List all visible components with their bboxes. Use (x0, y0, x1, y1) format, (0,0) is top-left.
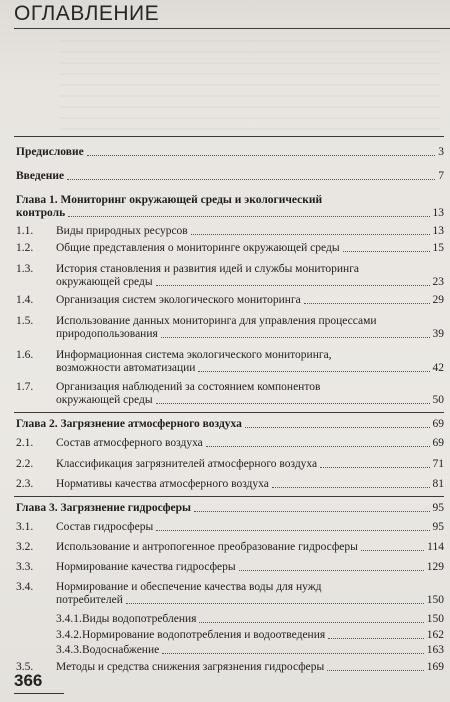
toc-entry-number: 3.4.2. (56, 629, 82, 641)
toc-entry-title-line: окружающей среды (56, 276, 153, 288)
toc-entry (14, 437, 444, 450)
toc-entry-number: 1.6. (16, 349, 34, 361)
toc-entry (14, 170, 444, 183)
toc-entry-number: 1.2. (16, 242, 34, 254)
toc-entry-number: 3.5. (16, 661, 34, 673)
dot-leader (161, 337, 430, 338)
bleed-through-texture (60, 40, 440, 130)
dot-leader (87, 155, 436, 156)
toc-entry-page: 23 (432, 276, 444, 288)
toc-entry-title-line: Водоснабжение (82, 644, 160, 656)
toc-entry-number: 3.3. (16, 561, 34, 573)
toc-entry (14, 661, 444, 674)
toc-entry-title-line: Организация систем экологического мониторинга (56, 294, 301, 306)
toc-entry-title-line: Методы и средства снижения загрязнения гидросферы (56, 661, 325, 673)
toc-entry-title-line: Организация наблюдений за состоянием компонентов (56, 381, 321, 393)
dot-leader (304, 303, 430, 304)
toc-entry (14, 349, 444, 375)
toc-entry (14, 521, 444, 534)
dot-leader (199, 622, 423, 623)
toc-entry (14, 581, 444, 607)
dot-leader (67, 179, 435, 180)
toc-entry-title-line: Виды природных ресурсов (56, 225, 188, 237)
toc-entry-page: 15 (432, 242, 444, 254)
dot-leader (162, 653, 424, 654)
toc-entry-number: 1.4. (16, 294, 34, 306)
toc-entry-title-line: Глава 3. Загрязнение гидросферы (16, 502, 191, 514)
dot-leader (245, 427, 430, 428)
toc-entry-page: 169 (426, 661, 444, 673)
toc-entry-page: 50 (432, 394, 444, 406)
toc-entry-title-line: Состав атмосферного воздуха (56, 437, 203, 449)
dot-leader (206, 446, 430, 447)
toc-entry-title-line: Глава 1. Мониторинг окружающей среды и экологический (16, 194, 323, 206)
toc-entry-title-line: Нормативы качества атмосферного воздуха (56, 478, 269, 490)
toc-entry-page: 13 (432, 225, 444, 237)
dot-leader (68, 216, 429, 217)
toc-entry-title-line: природопользования (56, 328, 158, 340)
toc-entry-page: 95 (432, 502, 444, 514)
toc-entry-page: 13 (432, 207, 444, 219)
dot-leader (239, 570, 424, 571)
toc-entry-title-line: контроль (16, 207, 66, 219)
toc-entry-number: 1.7. (16, 381, 34, 393)
toc-entry-page: 69 (432, 418, 444, 430)
toc-entry (14, 315, 444, 341)
toc-entry-title-line: Общие представления о мониторинге окружающей среды (56, 242, 340, 254)
folio-rule (14, 693, 64, 694)
toc-entry-number: 2.1. (16, 437, 34, 449)
toc-entry-title-line: История становления и развития идей и службы мониторинга (56, 263, 360, 275)
dot-leader (156, 285, 430, 286)
toc-entry-number: 3.4.1. (56, 613, 82, 625)
dot-leader (156, 403, 430, 404)
toc-entry-title-line: Введение (16, 170, 65, 182)
toc-entry-title-line: Информационная система экологического мониторинга, (56, 349, 332, 361)
toc-entry-number: 1.1. (16, 225, 34, 237)
toc-entry-title-line: Глава 2. Загрязнение атмосферного воздуха (16, 418, 242, 430)
toc-entry-title-line: Классификация загрязнителей атмосферного воздуха (56, 458, 318, 470)
toc-entry-page: 71 (432, 458, 444, 470)
toc-entry-number: 3.4. (16, 581, 34, 593)
toc-entry-number: 1.5. (16, 315, 34, 327)
toc-entry-page: 150 (426, 594, 444, 606)
toc-entry (14, 263, 444, 289)
toc-chapter-entry (14, 418, 444, 431)
toc-entry-title-line: Виды водопотребления (82, 613, 197, 625)
toc-entry-title-line: Использование и антропогенное преобразование гидросферы (56, 541, 358, 553)
toc-entry-page: 114 (427, 541, 444, 553)
header-rule (14, 28, 450, 29)
dot-leader (198, 371, 429, 372)
toc-entry-page: 7 (438, 170, 444, 182)
chapter-rule (14, 496, 444, 497)
toc-entry (14, 613, 444, 626)
toc-chapter-entry (14, 502, 444, 515)
toc-entry-title-line: потребителей (56, 594, 123, 606)
toc-entry-title-line: возможности автоматизации (56, 362, 196, 374)
toc-entry-number: 3.4.3. (56, 644, 82, 656)
toc-entry (14, 458, 444, 471)
toc-entry-page: 42 (432, 362, 444, 374)
toc-entry-title-line: Использование данных мониторинга для управления процессами (56, 315, 377, 327)
toc-entry (14, 644, 444, 657)
toc-entry-title-line: Нормирование качества гидросферы (56, 561, 236, 573)
toc-entry (14, 225, 444, 238)
toc-top-rule (14, 136, 444, 137)
dot-leader (191, 234, 430, 235)
toc-entry-title-line: Предисловие (16, 146, 84, 158)
toc-entry-page: 69 (432, 437, 444, 449)
dot-leader (126, 603, 424, 604)
dot-leader (327, 670, 424, 671)
toc-entry (14, 541, 444, 554)
dot-leader (328, 638, 424, 639)
toc-entry-page: 39 (432, 328, 444, 340)
page-title: ОГЛАВЛЕНИЕ (14, 2, 160, 25)
toc-entry (14, 561, 444, 574)
toc-entry-number: 3.1. (16, 521, 34, 533)
toc-entry (14, 242, 444, 255)
toc-entry (14, 478, 444, 491)
dot-leader (320, 467, 429, 468)
page-number: 366 (14, 671, 43, 690)
toc-entry-page: 3 (438, 146, 444, 158)
toc-entry (14, 381, 444, 407)
toc-entry (14, 294, 444, 307)
dot-leader (156, 530, 429, 531)
toc-entry-page: 29 (432, 294, 444, 306)
toc-entry-page: 162 (426, 629, 444, 641)
toc-entry-page: 163 (426, 644, 444, 656)
toc-entry (14, 629, 444, 642)
toc-entry-page: 150 (426, 613, 444, 625)
toc-entry-number: 3.2. (16, 541, 34, 553)
toc-entry-number: 2.2. (16, 458, 34, 470)
chapter-rule (14, 412, 444, 413)
dot-leader (361, 550, 424, 551)
toc-entry-page: 129 (426, 561, 444, 573)
toc-entry-number: 1.3. (16, 263, 34, 275)
toc-entry-page: 81 (432, 478, 444, 490)
toc-entry-title-line: окружающей среды (56, 394, 153, 406)
toc-chapter-entry (14, 194, 444, 220)
toc-entry-title-line: Нормирование и обеспечение качества воды для нужд (56, 581, 322, 593)
toc-entry-number: 2.3. (16, 478, 34, 490)
dot-leader (272, 487, 430, 488)
toc-entry-title-line: Нормирование водопотребления и водоотведения (82, 629, 326, 641)
dot-leader (343, 251, 430, 252)
toc-entry-page: 95 (432, 521, 444, 533)
toc-entry (14, 146, 444, 159)
toc-entry-title-line: Состав гидросферы (56, 521, 154, 533)
dot-leader (194, 511, 430, 512)
